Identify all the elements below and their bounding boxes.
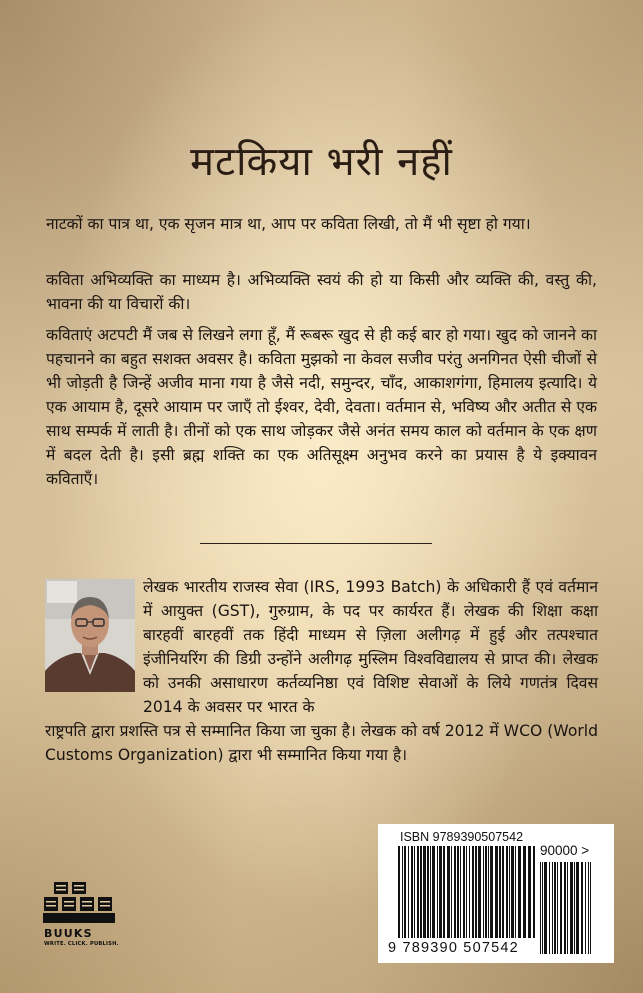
barcode-addon-bar	[574, 862, 575, 954]
barcode-bar	[443, 846, 445, 938]
barcode-addon-bar	[581, 862, 583, 954]
barcode-addon-bar	[564, 862, 566, 954]
barcode-addon-bar	[552, 862, 553, 954]
barcode-bar	[499, 846, 501, 938]
blurb-paragraph-1: नाटकों का पात्र था, एक सृजन मात्र था, आप पर कविता लिखी, तो मैं भी सृष्टा हो गया।	[46, 215, 531, 233]
blurb-paragraph-3: कविताएं अटपटी मैं जब से लिखने लगा हूँ, मैं रूबरू खुद से ही कई बार हो गया। खुद को जानने का पहचानने का बहुत सशक्त अवसर है। कविता मुझको ना केवल सजीव परंतु अनगिनत ऐसी चीजों से भी जोड़ती है जिन्हें अजीव माना गया है जैसे नदी, समुन्दर, चाँद, आकाशगंगा, हिमालय इत्यादि। ये एक आयाम है, दूसरे आयाम पर जाएँ तो ईश्वर, देवी, देवता। वर्तमान से, भविष्य और अतीत से एक साथ सम्पर्क में लाती है। तीनों को एक साथ जोड़कर जैसे अनंत समय काल को वर्तमान के एक क्षण में बदल देती है। इसी ब्रह्म शक्ति का एक अतिसूक्ष्म अनुभव करने का प्रयास है ये इक्यावन कविताएँ।	[46, 326, 597, 488]
barcode-addon-bar	[585, 862, 586, 954]
barcode-bar	[437, 846, 438, 938]
barcode-addon-bar	[560, 862, 562, 954]
barcode-addon-bar	[590, 862, 591, 954]
barcode-bar	[518, 846, 521, 938]
barcode-bar	[495, 846, 498, 938]
publisher-tagline: WRITE. CLICK. PUBLISH.	[44, 941, 119, 947]
barcode-addon-bar	[588, 862, 589, 954]
barcode-bar	[430, 846, 431, 938]
barcode-bar	[420, 846, 422, 938]
barcode-bar	[398, 846, 400, 938]
barcode-bar	[454, 846, 456, 938]
barcode-bar	[414, 846, 415, 938]
barcode-bar	[439, 846, 442, 938]
barcode-bar	[528, 846, 531, 938]
author-photo	[45, 579, 135, 692]
barcode-bar	[490, 846, 493, 938]
barcode-bar	[457, 846, 459, 938]
barcode-bar	[485, 846, 487, 938]
section-divider	[200, 543, 432, 544]
barcode-bar	[463, 846, 465, 938]
barcode-bar	[408, 846, 409, 938]
barcode-bar	[451, 846, 452, 938]
author-portrait-illustration	[45, 579, 135, 692]
blurb-paragraph-2: कविता अभिव्यक्ति का माध्यम है। अभिव्यक्ति स्वयं की हो या किसी और व्यक्ति की, वस्तु की, भावना की या विचारों की।	[46, 271, 597, 313]
barcode-addon-bar	[567, 862, 568, 954]
barcode-bar	[483, 846, 484, 938]
barcode-bar	[402, 846, 403, 938]
barcode-bar	[447, 846, 450, 938]
barcode-addon-bar	[542, 862, 543, 954]
barcode-bar	[466, 846, 467, 938]
barcode-bar	[509, 846, 510, 938]
barcode-bar	[417, 846, 419, 938]
barcode-addon-bar	[540, 862, 541, 954]
barcode-bar	[404, 846, 406, 938]
barcode-bar	[475, 846, 477, 938]
price-code: 90000 >	[540, 843, 590, 858]
barcode-bar	[432, 846, 435, 938]
barcode-addon-bar	[549, 862, 550, 954]
isbn-label: ISBN 9789390507542	[400, 830, 524, 844]
barcode-addon-bar	[544, 862, 547, 954]
barcode-bar	[469, 846, 470, 938]
barcode-bar	[515, 846, 516, 938]
barcode-bar	[460, 846, 461, 938]
barcode-bar	[472, 846, 474, 938]
barcode-bar	[478, 846, 481, 938]
isbn-barcode	[378, 824, 614, 963]
barcode-bar	[506, 846, 508, 938]
publisher-name: BUUKS	[44, 927, 93, 940]
barcode-bar	[427, 846, 429, 938]
author-bio-continued: राष्ट्रपति द्वारा प्रशस्ति पत्र से सम्मानित किया जा चुका है। लेखक को वर्ष 2012 में WCO (World Customs Organization) द्वारा भी सम्मानित किया गया है।	[45, 722, 598, 764]
books-stack-icon	[42, 880, 118, 926]
isbn-digits: 9 789390 507542	[388, 940, 519, 956]
barcode-bar	[511, 846, 514, 938]
barcode-bar	[523, 846, 526, 938]
barcode-bar	[423, 846, 426, 938]
barcode-addon-bar	[554, 862, 556, 954]
barcode-bar	[533, 846, 535, 938]
barcode-addon-bar	[576, 862, 579, 954]
barcode-bar	[411, 846, 413, 938]
barcode-bar	[502, 846, 504, 938]
author-bio: लेखक भारतीय राजस्व सेवा (IRS, 1993 Batch) के अधिकारी हैं एवं वर्तमान में आयुक्त (GST), गुरुग्राम, के पद पर कार्यरत हैं। लेखक की शिक्षा कक्षा बारहवीं बारहवीं तक हिंदी माध्यम से ज़िला अलीगढ़ में हुई और तत्पश्चात इंजीनियरिंग की डिग्री उन्होंने अलीगढ़ मुस्लिम विश्वविद्यालय से प्राप्त की। लेखक को उनकी असाधारण कर्तव्यनिष्ठा एवं विशिष्ट सेवाओं के लिये गणतंत्र दिवस 2014 के अवसर पर भारत के	[143, 578, 598, 716]
barcode-bar	[488, 846, 489, 938]
book-title: मटकिया भरी नहीं	[190, 139, 453, 185]
barcode-addon-bar	[570, 862, 573, 954]
barcode-addon-bar	[557, 862, 558, 954]
